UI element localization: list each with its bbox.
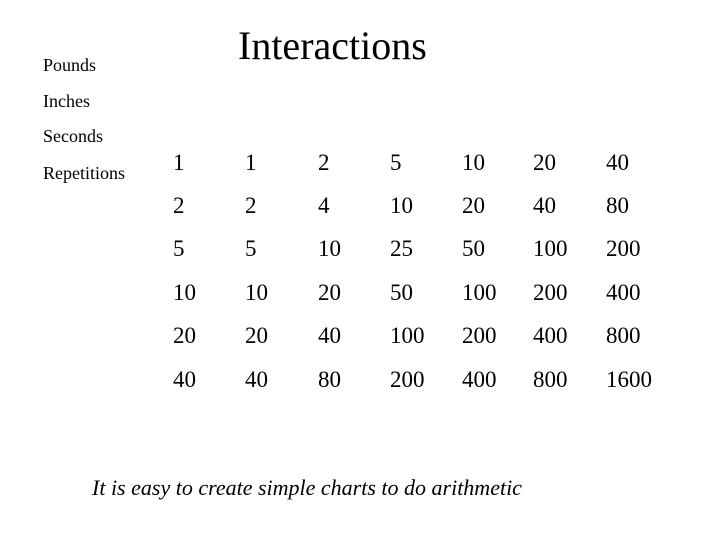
slide-footer-note: It is easy to create simple charts to do arithmetic: [92, 475, 522, 500]
table-cell: 10: [245, 280, 268, 305]
table-cell: 20: [245, 323, 268, 348]
table-cell: 200: [533, 280, 568, 305]
table-cell: 200: [390, 367, 425, 392]
table-cell: 5: [390, 150, 402, 175]
table-cell: 1: [245, 150, 257, 175]
table-cell: 80: [318, 367, 341, 392]
table-cell: 800: [533, 367, 568, 392]
label-repetitions: Repetitions: [43, 163, 125, 183]
table-cell: 50: [390, 280, 413, 305]
table-cell: 800: [606, 323, 641, 348]
table-cell: 2: [318, 150, 330, 175]
label-seconds: Seconds: [43, 126, 103, 146]
table-cell: 5: [173, 236, 185, 261]
table-cell: 400: [606, 280, 641, 305]
table-cell: 5: [245, 236, 257, 261]
table-cell: 100: [533, 236, 568, 261]
table-cell: 100: [462, 280, 497, 305]
table-cell: 100: [390, 323, 425, 348]
table-cell: 200: [462, 323, 497, 348]
table-cell: 40: [245, 367, 268, 392]
label-inches: Inches: [43, 91, 90, 111]
table-cell: 80: [606, 193, 629, 218]
table-cell: 20: [462, 193, 485, 218]
table-cell: 10: [173, 280, 196, 305]
table-cell: 20: [318, 280, 341, 305]
table-cell: 10: [390, 193, 413, 218]
slide-title: Interactions: [238, 23, 427, 68]
table-cell: 20: [173, 323, 196, 348]
table-cell: 50: [462, 236, 485, 261]
table-cell: 2: [245, 193, 257, 218]
table-cell: 400: [533, 323, 568, 348]
table-cell: 4: [318, 193, 330, 218]
table-cell: 40: [318, 323, 341, 348]
table-cell: 20: [533, 150, 556, 175]
table-cell: 2: [173, 193, 185, 218]
table-cell: 400: [462, 367, 497, 392]
table-cell: 25: [390, 236, 413, 261]
table-cell: 40: [173, 367, 196, 392]
table-cell: 40: [533, 193, 556, 218]
table-cell: 10: [462, 150, 485, 175]
table-cell: 1600: [606, 367, 652, 392]
table-cell: 1: [173, 150, 185, 175]
table-cell: 200: [606, 236, 641, 261]
table-cell: 10: [318, 236, 341, 261]
table-cell: 40: [606, 150, 629, 175]
label-pounds: Pounds: [43, 55, 97, 75]
